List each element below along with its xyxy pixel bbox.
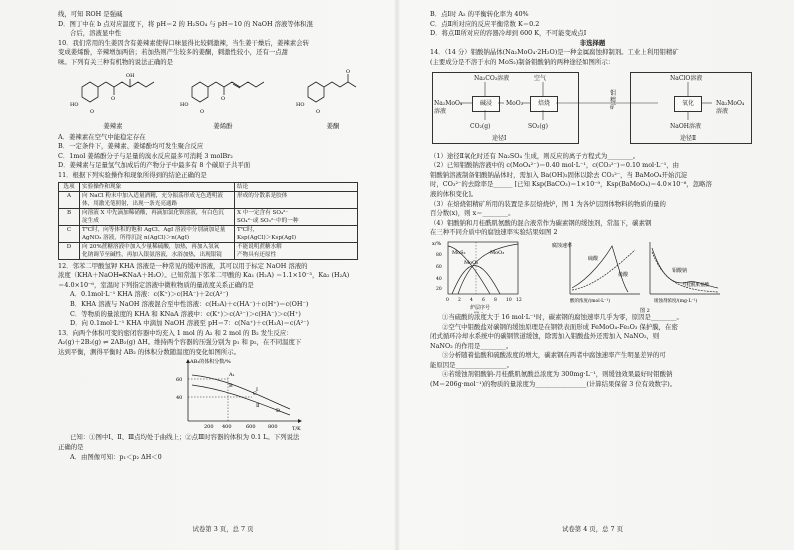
option-line: A．由图像可知：p₁＜p₂ ΔH＜0 xyxy=(70,452,162,461)
tick-label: 40 xyxy=(176,395,183,402)
text-line: 味。下列有关三种有机物的说法正确的是 xyxy=(58,57,174,66)
fig2-caption: 图 2 xyxy=(640,307,650,313)
table-header-cell: 结论 xyxy=(235,182,358,191)
air-label: 空气 xyxy=(534,74,547,82)
text-line: ③分析随着盐酸和硫酸浓度的增大，碳素钢在两者中腐蚀速率产生明显差异的可 xyxy=(442,351,666,360)
text-line: 钼酸钠溶液制备钼酸钠晶体时，需加入 Ba(OH)₂固体以除去 CO₃²⁻，当 BaMoO₄开始沉淀 xyxy=(430,170,688,179)
fig2-ylabel: 腐蚀速率 xyxy=(552,242,573,249)
text-line: (主要成分是不溶于水的 MoS₂)制备钼酸钠的两种途径如图所示： xyxy=(430,57,615,66)
page-footer: 试卷第 3 页，总 7 页 xyxy=(192,525,254,534)
product-label: Na₂MoO₄溶液 xyxy=(434,99,463,115)
tick-label: 80 xyxy=(436,252,442,258)
tick-label: 6 xyxy=(482,297,485,303)
question-11: 11．根据下列实验操作和现象所得到的结论正确的是 xyxy=(58,170,207,179)
gas-label: SO₂(g) xyxy=(528,122,548,130)
figures-svg xyxy=(430,238,755,313)
text-line: （3）在焙烧钼精矿所用的装置是多层焙烧炉，图 1 为各炉层固体物料的物质的量的 xyxy=(430,199,666,208)
table-cell: T℃时，向等体积的饱和 AgCl、AgI 溶液中分别滴加足量 AgNO₃ 溶液，所得沉淀 n(AgCl)＞n(AgI) xyxy=(80,225,235,242)
tick-label: 800 xyxy=(268,424,278,431)
table-cell: B xyxy=(59,208,80,225)
table-row xyxy=(59,225,358,242)
table-row xyxy=(59,208,358,225)
text-line: （1）途径Ⅱ氧化时还有 Na₂SO₄ 生成，则反应的离子方程式为________。 xyxy=(430,151,640,160)
molecule-shogaol xyxy=(178,69,268,131)
tick-label: 8 xyxy=(494,297,497,303)
point-label: A₁ xyxy=(229,372,235,379)
molecule-gingerol-structure xyxy=(68,69,158,119)
reagent-label: NaClO溶液 xyxy=(670,74,703,82)
reagent-label: Na₂CO₃溶液 xyxy=(474,74,510,82)
curve-label: MoS₂ xyxy=(452,249,466,256)
table-header-cell: 实验操作和现象 xyxy=(80,182,235,191)
molecule-shogaol-structure xyxy=(178,69,268,119)
question-12: 12．邻苯二甲酸氢钾 KHA 溶液是一种常见的缓冲溶液，其可以用于标定 NaOH 溶液的 xyxy=(58,261,308,270)
option-line: A．0.1mol·L⁻¹ KHA 溶液：c(K⁺)＞c(HA⁻)＋2c(A²⁻) xyxy=(70,290,229,299)
text-line: 已知：①图中Ⅰ、Ⅱ、Ⅲ点均处于曲线上；②点Ⅲ时容器的体积为 0.1 L。下列说法 xyxy=(70,433,300,442)
molecule-structures xyxy=(58,69,388,131)
curve-label: Ⅰ xyxy=(256,387,258,394)
option-line: C．1mol 姜烯酚分子与足量的溴水反应最多可消耗 3 molBr₂ xyxy=(58,151,233,160)
molecule-name: 姜辣素 xyxy=(103,122,123,131)
fig1-ylabel: x/% xyxy=(432,240,442,247)
svg-text:O: O xyxy=(90,108,95,115)
route-name: 途径Ⅰ xyxy=(492,134,507,142)
option-line: C．点Ⅱ所对应的反应平衡常数 K＝0.2 xyxy=(430,19,540,28)
process-box-leach: 碱浸 xyxy=(472,96,500,112)
text-line: 闭式循环冷却水系统中的碳钢管道缓蚀，除需加入钼酸盐外还需加入 NaNO₂，则 xyxy=(430,332,660,341)
fig2-xlabel: 酸的浓度/(mol·L⁻¹) xyxy=(570,298,611,304)
fig1-caption xyxy=(474,311,484,313)
process-box-oxidize: 氧化 xyxy=(674,96,702,112)
curve-label: MoO₂ xyxy=(464,259,479,266)
svg-text:O: O xyxy=(316,108,321,115)
table-row xyxy=(59,191,358,208)
option-line: D．将点Ⅲ所对应的容器冷却到 600 K，不可能变成点Ⅰ xyxy=(430,29,587,38)
option-line: A．姜辣素在空气中能稳定存在 xyxy=(58,132,146,141)
table-cell: 不能说明蔗糖水解 产物具有还原性 xyxy=(235,242,358,259)
tick-label: 10 xyxy=(506,297,512,303)
molecule-name: 姜烯酚 xyxy=(213,122,233,131)
text-line: 变成姜烯酚，辛辣增加两倍；若加热则产生较多的姜酮，刺激性较小，还有一点甜 xyxy=(58,48,289,57)
tick-label: 2 xyxy=(458,297,461,303)
text-line: 液的体积变化]。 xyxy=(430,189,478,198)
process-flow-diagram xyxy=(430,70,755,150)
svg-text:O: O xyxy=(111,95,116,102)
text-line: ②空气中钼酸盐对碳钢的缓蚀原理是在钢铁表面形成 FeMoO₄-Fe₂O₃ 保护膜，在密 xyxy=(442,322,678,331)
text-line: ＝4.0×10⁻⁶，室温时下列指定溶液中微粒物质的量浓度关系正确的是 xyxy=(58,280,254,289)
fig1-xlabel: 炉层序号 xyxy=(470,304,491,311)
intermediate-label: MoO₃ xyxy=(506,99,524,107)
tick-label: 20 xyxy=(436,286,442,292)
table-cell: D xyxy=(59,242,80,259)
curve-label: 钼酸钠 xyxy=(672,267,688,274)
text-line: （4）钼酸钠和月桂酰肌氨酸的混合液常作为碳素钢的缓蚀剂，常温下，碳素钢 xyxy=(430,218,652,227)
section-title: 非选择题 xyxy=(579,38,606,47)
question-10: 10．我们常用的生姜因含有姜辣素使得口味显得比较刺激辣，当生姜干燥后，姜辣素会转 xyxy=(58,38,309,47)
curve-label: 月桂酰肌氨酸 xyxy=(682,282,709,288)
text-line: 在三种不同介质中的腐蚀速率实验结果如图 2 xyxy=(430,228,558,237)
option-line: B．点Ⅰ时 A₂ 的平衡转化率为 40% xyxy=(430,10,529,18)
right-page xyxy=(430,10,755,535)
ore-label: 钼精矿 xyxy=(610,89,617,111)
svg-text:HO: HO xyxy=(180,101,189,108)
table-row xyxy=(59,242,358,259)
reagent-label: NaOH溶液 xyxy=(670,122,701,130)
text-line: 线，可知 ROH 是强碱 xyxy=(58,10,123,18)
option-line: B．一定条件下，姜辣素、姜烯酚均可发生聚合反应 xyxy=(58,142,204,151)
table-cell: 形成的分散系是胶体 xyxy=(235,191,358,208)
text-line: 百分数(x)，则 x＝________。 xyxy=(430,209,515,218)
text-line: 浓度（KHA＋NaOH═KNaA＋H₂O）。已知常温下邻苯二甲酸的 Ka₁ (H₂A) ＝1.1×10⁻³，Ka₂ (H₂A) xyxy=(58,271,350,280)
text-line: ①当硫酸的浓度大于 16 mol·L⁻¹时，碳素钢的腐蚀速率几乎为零，原因是________。 xyxy=(442,312,683,321)
q13-graph xyxy=(58,357,388,433)
tick-label: 4 xyxy=(470,297,473,303)
point-label: C xyxy=(253,391,257,398)
text-line: 时，CO₃²⁻的去除率是______ [已知 Ksp(BaCO₃)＝1×10⁻⁹，Ksp(BaMoO₄)＝4.0×10⁻⁸，忽略溶 xyxy=(430,180,712,189)
curve-label: Ⅱ xyxy=(256,403,260,410)
left-page xyxy=(58,10,388,535)
table-cell: T℃时， Ksp(AgCl)＞Ksp(AgI) xyxy=(235,225,358,242)
tick-label: 200 xyxy=(204,424,214,431)
question-13: 13．向两个体积可变的密闭容器中均充入 1 mol 的 A₂ 和 2 mol 的 B₂ 发生反应： xyxy=(58,328,293,337)
svg-text:O: O xyxy=(346,68,351,75)
q11-table xyxy=(58,182,358,260)
option-line: D．姜辣素与足量氢气加成后的产物分子中最多有 8 个碳原子共平面 xyxy=(58,161,251,170)
fig2-xlabel: 缓蚀剂浓度/(mg·L⁻¹) xyxy=(654,298,698,304)
point-label: B xyxy=(229,383,233,390)
process-box-roast: 焙烧 xyxy=(530,96,558,112)
q13-graph-svg xyxy=(168,357,308,433)
tick-label: 600 xyxy=(246,424,256,431)
route-name: 途径Ⅱ xyxy=(680,134,697,142)
svg-text:HO: HO xyxy=(70,101,79,108)
figures-1-2 xyxy=(430,238,755,313)
page-footer: 试卷第 4 页，总 7 页 xyxy=(562,525,623,534)
graph-ylabel: AB₂的体积分数/% xyxy=(190,359,231,366)
option-line: B．KHA 溶液与 NaOH 溶液混合至中性溶液：c(H₂A)＋c(HA⁻)＋c(H⁺)＝c(OH⁻) xyxy=(70,299,309,308)
svg-text:OH: OH xyxy=(126,72,135,79)
text-line: ④若缓蚀剂钼酸钠-月桂酰肌氨酸总浓度为 300mg·L⁻¹，则缓蚀效果最好时钼酸钠 xyxy=(442,370,673,379)
table-header xyxy=(59,182,358,191)
table-cell: A xyxy=(59,191,80,208)
curve-label: 硫酸 xyxy=(588,255,599,262)
table-cell: X 中一定含有 SO₄²⁻ SO₄²⁻或 SO₃²⁻中的一种 xyxy=(235,208,358,225)
tick-label: 40 xyxy=(436,276,442,282)
tick-label: 0 xyxy=(446,297,449,303)
text-line: 合后，溶液显中性 xyxy=(70,29,122,38)
graph-xlabel: T/K xyxy=(292,426,301,433)
tick-label: 12 xyxy=(516,297,522,303)
text-line: 达到平衡，测得平衡时 AB₂ 的体积分数随温度的变化如图所示。 xyxy=(58,347,241,356)
text-line: 正确的是 xyxy=(58,443,84,452)
table-cell: 向溶液 X 中先滴加稀硝酸，再滴加氯化钡溶液，有白色沉 淀生成 xyxy=(80,208,235,225)
point-label: D xyxy=(276,408,281,415)
tick-label: 60 xyxy=(436,264,442,270)
svg-text:O: O xyxy=(200,108,205,115)
product-label: Na₂MoO₄溶液 xyxy=(716,99,745,115)
table-cell: C xyxy=(59,225,80,242)
text-line: (M＝206g·mol⁻¹)的物质的量浓度为________________(计算结果保留 3 位有效数字)。 xyxy=(430,380,677,389)
question-14: 14．（14 分）钼酸钠晶体(Na₂MoO₄·2H₂O)是一种金属腐蚀抑制剂。工业上利用钼精矿 xyxy=(430,48,679,57)
tick-label: 400 xyxy=(222,424,232,431)
molecule-name: 姜酮 xyxy=(326,122,340,131)
svg-text:HO: HO xyxy=(296,101,305,108)
molecule-gingerol xyxy=(68,69,158,131)
svg-text:O: O xyxy=(221,95,226,102)
text-line: A₂(g)＋2B₂(g) ⇌ 2AB₂(g) ΔH。维持两个容器的压强分别为 p₁ 和 p₂，在不同温度下 xyxy=(58,338,302,347)
gas-label: CO₂(g) xyxy=(470,122,491,130)
curve-label: MoO₃ xyxy=(490,249,505,256)
molecule-zingerone xyxy=(288,69,378,131)
text-line: （2）已知钼酸钠溶液中的 c(MoO₄²⁻)＝0.40 mol·L⁻¹，c(CO₃²⁻)＝0.10 mol·L⁻¹，由 xyxy=(430,161,680,170)
tick-label: 60 xyxy=(176,377,183,384)
text-line: 能原因是________________。 xyxy=(430,360,514,369)
molecule-zingerone-structure xyxy=(288,69,378,119)
table-cell: 向 20%蔗糖溶液中加入少量稀硫酸，加热，再加入氢氧 化钠调节至碱性，再加入银氨溶液，水浴加热，出现银镜 xyxy=(80,242,235,259)
curve-label: 盐酸 xyxy=(618,271,629,278)
table-cell: 向 NaCl 粉末中加入适量酒精，充分振荡形成无色透明液 体，用激光笔照射，出现一条光亮通路 xyxy=(80,191,235,208)
table-header-cell: 选项 xyxy=(59,182,80,191)
text-line: D．图丁中在 b 点对应温度下，将 pH＝2 的 H₂SO₄ 与 pH＝10 的 NaOH 溶液等体积混 xyxy=(58,19,313,28)
text-line: NaNO₂ 的作用是________。 xyxy=(430,341,513,350)
option-line: D．向 0.1mol·L⁻¹ KHA 中滴加 NaOH 溶液至 pH＝7：c(Na⁺)＋c(H₂A)＝c(A²⁻) xyxy=(70,319,310,328)
option-line: C．等物质的量浓度的 KHA 和 KNaA 溶液中：c(K⁺)＞c(A²⁻)＞c(HA⁻)＞c(H⁺) xyxy=(70,309,301,318)
